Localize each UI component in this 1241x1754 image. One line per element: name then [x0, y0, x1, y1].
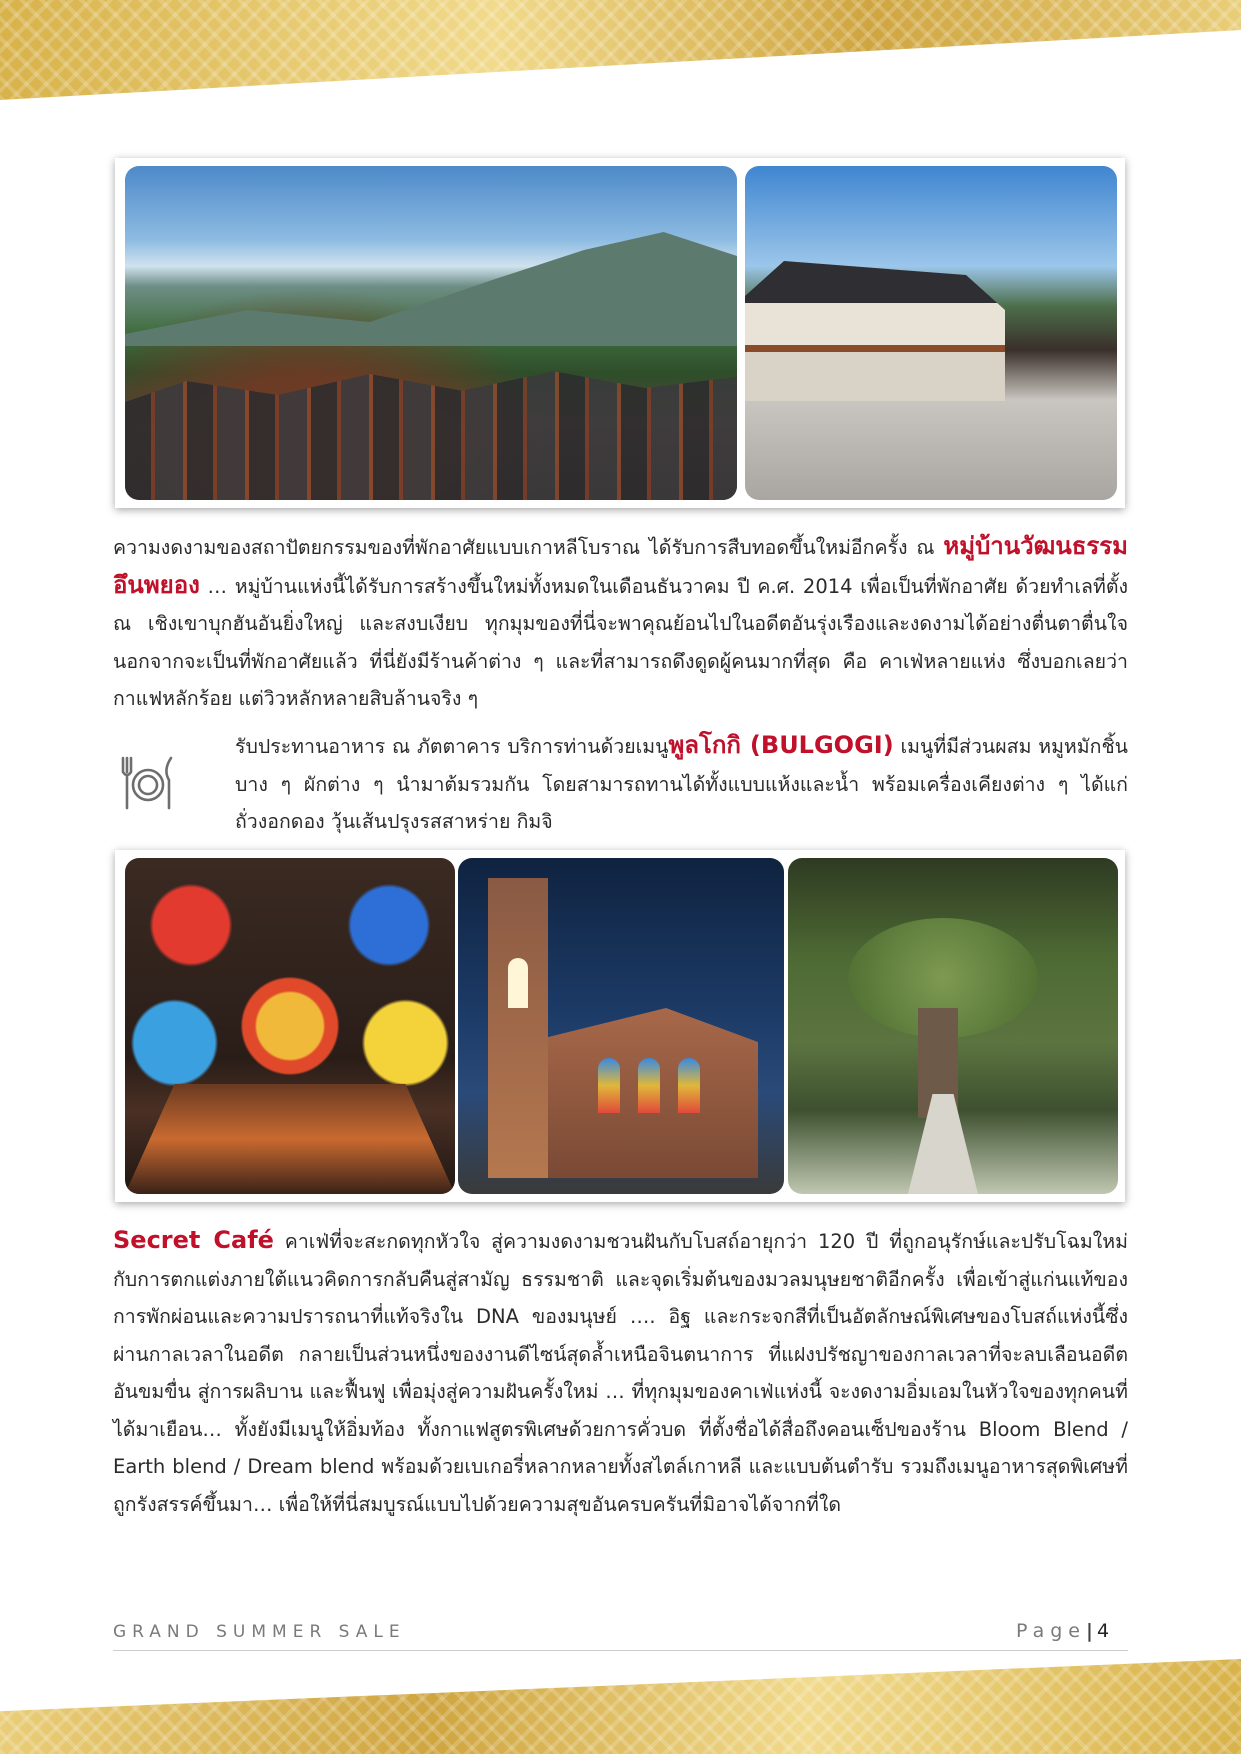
page-indicator — [1016, 1620, 1109, 1642]
stained-glass-interior-photo — [125, 858, 455, 1194]
secret-cafe-paragraph — [113, 1222, 1128, 1523]
hanok-house-shape — [745, 261, 1005, 401]
page-separator: | — [1086, 1620, 1093, 1642]
meal-highlight: พูลโกกิ (BULGOGI) — [668, 731, 894, 759]
gold-top-band — [0, 0, 1241, 100]
footer-title: GRAND SUMMER SALE — [113, 1622, 406, 1642]
top-photo-frame — [115, 158, 1125, 508]
gold-bottom-band — [0, 1659, 1241, 1754]
village-highlight: หมู่บ้านวัฒนธรรมอึนพยอง — [113, 532, 1128, 599]
village-paragraph — [113, 528, 1128, 718]
secret-cafe-body-text: คาเฟ่ที่จะสะกดทุกหัวใจ สู่ความงดงามชวนฝันกับโบสถ์อายุกว่า 120 ปี ที่ถูกอนุรักษ์และปรับโฉมใหม่ กับการตกแต่งภายใต้แนวคิดการกลับคืนสู่สามัญ ธรรมชาติ และจุดเริ่มต้นของมวลมนุษยชาติอีกครั้ง เพื่อเข้าสู่แก่นแท้ของการพักผ่อนและความปรารถนาที่แท้จริงใน DNA ของมนุษย์ …. อิฐ และกระจกสีที่เป็นอัตลักษณ์พิเศษของโบสถ์แห่งนี้ซึ่งผ่านกาลเวลาในอดีต กลายเป็นส่วนหนึ่งของงานดีไซน์สุดล้ำเหนือจินตนาการ ที่แฝงปรัชญาของกาลเวลาที่จะลบเลือนอดีตอันขมขื่น สู่การผลิบาน และฟื้นฟู เพื่อมุ่งสู่ความฝันครั้งใหม่ … ที่ทุกมุมของคาเฟ่แห่งนี้ จะงดงามอิ่มเอมในหัวใจของทุกคนที่ได้มาเยือน… ทั้งยังมีเมนูให้อิ่มท้อง ทั้งกาแฟสูตรพิเศษด้วยการคั่วบด ที่ตั้งชื่อได้สื่อถึงคอนเซ็ปของร้าน Bloom Blend / Earth blend / Dream blend พร้อมด้วยเบเกอรี่หลากหลายทั้งสไตล์เกาหลี และแบบต้นตำรับ รวมถึงเมนูอาหารสุดพิเศษที่ถูกรังสรรค์ขึ้นมา… เพื่อให้ที่นี่สมบูรณ์แบบไปด้วยความสุขอันครบครันที่มิอาจได้จากที่ใด — [113, 1230, 1128, 1516]
tower-window-shape — [508, 958, 528, 1008]
plate-fork-knife-icon — [117, 752, 179, 814]
glass-window-shape — [638, 1058, 660, 1113]
table-floor-shape — [125, 1084, 455, 1194]
glass-window-shape — [598, 1058, 620, 1113]
secret-cafe-highlight: Secret Café — [113, 1226, 274, 1254]
page-label: Page — [1016, 1620, 1086, 1642]
hanok-village-mountains-photo — [125, 166, 737, 500]
glass-window-shape — [678, 1058, 700, 1113]
garden-cafe-tree-photo — [788, 858, 1118, 1194]
middle-photo-frame — [115, 850, 1125, 1202]
meal-body-text: เมนูที่มีส่วนผสม หมูหมักชิ้นบาง ๆ ผักต่าง ๆ นำมาต้มรวมกัน โดยสามารถทานได้ทั้งแบบแห้งและน้ำ พร้อมเครื่องเคียงต่าง ๆ ได้แก่ ถั่วงอกดอง วุ้นเส้นปรุงรสสาหร่าย กิมจิ — [235, 735, 1129, 833]
village-roofs-shape — [125, 360, 737, 500]
village-body-text: … หมู่บ้านแห่งนี้ได้รับการสร้างขึ้นใหม่ทั้งหมดในเดือนธันวาคม ปี ค.ศ. 2014 เพื่อเป็นที่พักอาศัย ด้วยทำเลที่ตั้ง ณ เชิงเขาบุกฮันอันยิ่งใหญ่ และสงบเงียบ ทุกมุมของที่นี่จะพาคุณย้อนไปในอดีตอันรุ่งเรืองและงดงามได้อย่างตื่นตาตื่นใจ นอกจากจะเป็นที่พักอาศัยแล้ว ที่นี่ยังมีร้านค้าต่าง ๆ และที่สามารถดึงดูดผู้คนมากที่สุด คือ คาเฟ่หลายแห่ง ซึ่งบอกเลยว่ากาแฟหลักร้อย แต่วิวหลักหลายสิบล้านจริง ๆ — [113, 574, 1128, 710]
mountain-shape — [125, 226, 737, 346]
meal-paragraph — [235, 727, 1128, 841]
church-hall-shape — [528, 1008, 758, 1178]
brick-church-night-photo — [458, 858, 784, 1194]
village-intro-text: ความงดงามของสถาปัตยกรรมของที่พักอาศัยแบบเกาหลีโบราณ ได้รับการสืบทอดขึ้นใหม่อีกครั้ง ณ — [113, 536, 944, 559]
hanok-street-photo — [745, 166, 1117, 500]
church-tower-shape — [488, 878, 548, 1178]
meal-intro-text: รับประทานอาหาร ณ ภัตตาคาร บริการท่านด้วยเมนู — [235, 735, 669, 758]
footer-divider — [113, 1650, 1128, 1651]
page-number: 4 — [1096, 1620, 1110, 1642]
